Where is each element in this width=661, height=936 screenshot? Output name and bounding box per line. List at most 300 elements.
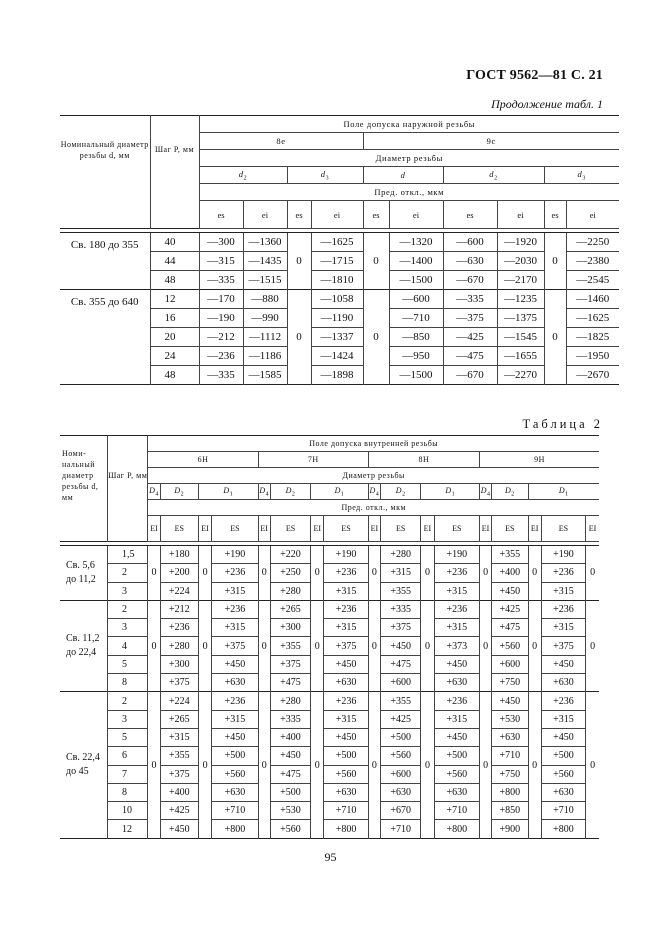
value-cell: +450	[270, 747, 310, 765]
value-cell: —1186	[243, 347, 287, 366]
value-cell: +600	[380, 674, 420, 692]
table-row	[60, 783, 599, 801]
value-cell: +560	[380, 747, 420, 765]
value-cell: +450	[541, 655, 585, 673]
value-cell: —1058	[311, 290, 363, 309]
value-cell: +560	[270, 820, 310, 838]
value-cell: +236	[541, 692, 585, 710]
diam-d2: $d_2$	[199, 167, 287, 184]
value-cell: —1320	[389, 233, 443, 252]
pitch-cell: 10	[108, 802, 148, 820]
value-cell: —1424	[311, 347, 363, 366]
zero-cell: 0	[148, 600, 160, 691]
tolerance-field-header: Поле допуска наружной резьбы	[199, 116, 619, 133]
value-cell: +630	[492, 728, 528, 746]
value-cell: —1112	[243, 328, 287, 347]
diam-d3: $d_3$	[544, 167, 619, 184]
diameter-range: Св. 355 до 640	[60, 290, 150, 385]
dev-col: es	[287, 201, 311, 229]
diameter-range: Св. 11,2 до 22,4	[60, 600, 108, 691]
zero-cell: 0	[421, 692, 434, 838]
table-row	[60, 546, 599, 564]
value-cell: +450	[212, 728, 259, 746]
value-cell: —212	[199, 328, 243, 347]
value-cell: +400	[270, 728, 310, 746]
deviation-header: Пред. откл., мкм	[199, 184, 619, 201]
page-number: 95	[324, 850, 337, 864]
pitch-header: Шаг P, мм	[150, 116, 199, 184]
value-cell: —335	[199, 366, 243, 385]
dev-col: ES	[324, 516, 368, 542]
value-cell: +475	[270, 765, 310, 783]
dev-col: EI	[421, 516, 434, 542]
value-cell: +236	[212, 600, 259, 618]
dev-col: ES	[212, 516, 259, 542]
value-cell: +236	[324, 564, 368, 582]
value-cell: +236	[434, 692, 479, 710]
value-cell: +375	[160, 765, 198, 783]
zero-cell: 0	[421, 600, 434, 691]
pitch-cell: 8	[108, 783, 148, 801]
diam-d2: $D_2$	[492, 484, 528, 500]
value-cell: +180	[160, 546, 198, 564]
value-cell: +530	[270, 802, 310, 820]
value-cell: +315	[324, 619, 368, 637]
dev-col: es	[363, 201, 389, 229]
value-cell: +710	[380, 820, 420, 838]
value-cell: +630	[324, 783, 368, 801]
zero-cell: 0	[363, 233, 389, 290]
dev-col: EI	[148, 516, 160, 542]
value-cell: +236	[160, 619, 198, 637]
zero-cell: 0	[311, 546, 324, 601]
value-cell: +630	[541, 783, 585, 801]
value-cell: +355	[492, 546, 528, 564]
value-cell: —2170	[497, 271, 544, 290]
value-cell: +425	[160, 802, 198, 820]
dev-col: EI	[368, 516, 380, 542]
zero-cell: 0	[544, 233, 566, 290]
value-cell: —1337	[311, 328, 363, 347]
value-cell: +315	[541, 710, 585, 728]
value-cell: +425	[492, 600, 528, 618]
value-cell: —1500	[389, 271, 443, 290]
value-cell: —990	[243, 309, 287, 328]
value-cell: —335	[443, 290, 497, 309]
zero-cell: 0	[528, 692, 541, 838]
value-cell: +500	[541, 747, 585, 765]
dev-col: ES	[160, 516, 198, 542]
diam-d4: $D_4$	[148, 484, 160, 500]
dev-col: EI	[311, 516, 324, 542]
value-cell: +250	[270, 564, 310, 582]
pitch-cell: 2	[108, 564, 148, 582]
value-cell: +280	[160, 637, 198, 655]
table-row	[60, 728, 599, 746]
zero-cell: 0	[528, 546, 541, 601]
value-cell: —1715	[311, 252, 363, 271]
dev-col: ei	[389, 201, 443, 229]
zero-cell: 0	[586, 546, 599, 601]
value-cell: +280	[270, 692, 310, 710]
value-cell: +300	[160, 655, 198, 673]
pitch-cell: 3	[108, 582, 148, 600]
pitch-cell: 5	[108, 728, 148, 746]
table-row	[60, 747, 599, 765]
value-cell: +280	[270, 582, 310, 600]
pitch-cell: 4	[108, 637, 148, 655]
value-cell: —335	[199, 271, 243, 290]
diam-d2: $D_2$	[380, 484, 420, 500]
value-cell: —1810	[311, 271, 363, 290]
value-cell: +190	[212, 546, 259, 564]
pitch-header: Шаг P, мм	[108, 436, 148, 516]
table-2	[60, 435, 599, 839]
value-cell: +200	[160, 564, 198, 582]
value-cell: —1360	[243, 233, 287, 252]
value-cell: +236	[324, 600, 368, 618]
value-cell: +560	[492, 637, 528, 655]
deviation-header: Пред. откл., мкм	[148, 500, 599, 516]
value-cell: +400	[160, 783, 198, 801]
value-cell: +236	[324, 692, 368, 710]
zero-cell: 0	[199, 692, 212, 838]
table-row	[60, 674, 599, 692]
value-cell: +630	[541, 674, 585, 692]
value-cell: +800	[492, 783, 528, 801]
zero-cell: 0	[258, 600, 270, 691]
value-cell: +315	[212, 710, 259, 728]
table-row	[60, 765, 599, 783]
value-cell: +315	[380, 564, 420, 582]
value-cell: +900	[492, 820, 528, 838]
dev-col: ES	[270, 516, 310, 542]
value-cell: +710	[492, 747, 528, 765]
value-cell: —950	[389, 347, 443, 366]
value-cell: +335	[380, 600, 420, 618]
value-cell: +220	[270, 546, 310, 564]
value-cell: —425	[443, 328, 497, 347]
table-row	[60, 582, 599, 600]
table-row	[60, 564, 599, 582]
value-cell: +450	[492, 692, 528, 710]
pitch-cell: 40	[150, 233, 199, 252]
zero-cell: 0	[311, 692, 324, 838]
value-cell: +335	[270, 710, 310, 728]
zero-cell: 0	[363, 290, 389, 385]
diam-d2: $D_2$	[270, 484, 310, 500]
value-cell: +236	[434, 564, 479, 582]
dev-col: EI	[528, 516, 541, 542]
value-cell: +450	[541, 728, 585, 746]
value-cell: +800	[434, 820, 479, 838]
value-cell: +236	[212, 564, 259, 582]
value-cell: +600	[492, 655, 528, 673]
value-cell: +315	[434, 582, 479, 600]
value-cell: +315	[541, 619, 585, 637]
pitch-cell: 44	[150, 252, 199, 271]
zero-cell: 0	[480, 600, 492, 691]
nominal-diameter-header: Номинальный диаметр резьбы d, мм	[60, 139, 149, 160]
value-cell: +236	[212, 692, 259, 710]
zero-cell: 0	[311, 600, 324, 691]
value-cell: +630	[212, 783, 259, 801]
zero-cell: 0	[287, 290, 311, 385]
value-cell: —1400	[389, 252, 443, 271]
value-cell: —1898	[311, 366, 363, 385]
value-cell: +475	[270, 674, 310, 692]
zero-cell: 0	[586, 600, 599, 691]
value-cell: —236	[199, 347, 243, 366]
pitch-cell: 48	[150, 271, 199, 290]
dev-col: es	[199, 201, 243, 229]
zero-cell: 0	[544, 290, 566, 385]
value-cell: +375	[212, 637, 259, 655]
value-cell: +265	[270, 600, 310, 618]
table-row	[60, 637, 599, 655]
zero-cell: 0	[368, 692, 380, 838]
table-row	[60, 233, 619, 252]
pitch-cell: 8	[108, 674, 148, 692]
zero-cell: 0	[258, 692, 270, 838]
value-cell: +450	[324, 728, 368, 746]
zero-cell: 0	[199, 600, 212, 691]
table-row	[60, 290, 619, 309]
dev-col: ES	[541, 516, 585, 542]
zero-cell: 0	[258, 546, 270, 601]
zero-cell: 0	[199, 546, 212, 601]
value-cell: —1655	[497, 347, 544, 366]
value-cell: —170	[199, 290, 243, 309]
value-cell: +710	[541, 802, 585, 820]
diam-d4: $D_4$	[480, 484, 492, 500]
value-cell: —1625	[311, 233, 363, 252]
value-cell: +355	[270, 637, 310, 655]
value-cell: +224	[160, 692, 198, 710]
value-cell: —375	[443, 309, 497, 328]
value-cell: +560	[324, 765, 368, 783]
value-cell: +375	[270, 655, 310, 673]
value-cell: —1585	[243, 366, 287, 385]
value-cell: +500	[380, 728, 420, 746]
table-row	[60, 692, 599, 710]
pitch-cell: 12	[150, 290, 199, 309]
value-cell: —710	[389, 309, 443, 328]
pitch-cell: 16	[150, 309, 199, 328]
value-cell: +450	[380, 637, 420, 655]
value-cell: +190	[434, 546, 479, 564]
value-cell: +236	[541, 600, 585, 618]
value-cell: —1500	[389, 366, 443, 385]
pitch-cell: 6	[108, 747, 148, 765]
dev-col: ES	[434, 516, 479, 542]
value-cell: —1190	[311, 309, 363, 328]
pitch-cell: 48	[150, 366, 199, 385]
dev-col: es	[443, 201, 497, 229]
dev-col: es	[544, 201, 566, 229]
value-cell: +450	[434, 728, 479, 746]
value-cell: +355	[380, 692, 420, 710]
value-cell: +190	[541, 546, 585, 564]
value-cell: +300	[270, 619, 310, 637]
nominal-diameter-header: Номи-нальный диаметр резьбы d, мм	[62, 449, 99, 503]
zero-cell: 0	[480, 692, 492, 838]
value-cell: +355	[380, 582, 420, 600]
table-row	[60, 802, 599, 820]
diameter-range: Св. 22,4 до 45	[60, 692, 108, 838]
field-6H: 6H	[148, 452, 258, 468]
zero-cell: 0	[287, 233, 311, 290]
dev-col: ei	[566, 201, 619, 229]
value-cell: +560	[212, 765, 259, 783]
value-cell: +190	[324, 546, 368, 564]
diam-d1: $D_1$	[528, 484, 599, 500]
value-cell: +375	[380, 619, 420, 637]
value-cell: +710	[434, 802, 479, 820]
tolerance-field-header: Поле допуска внутренней резьбы	[148, 436, 599, 452]
value-cell: —1950	[566, 347, 619, 366]
field-8e: 8e	[199, 133, 363, 150]
table-row	[60, 619, 599, 637]
value-cell: +530	[492, 710, 528, 728]
value-cell: +450	[212, 655, 259, 673]
value-cell: +600	[380, 765, 420, 783]
value-cell: +630	[380, 783, 420, 801]
value-cell: —300	[199, 233, 243, 252]
value-cell: +630	[324, 674, 368, 692]
diam-d2: $D_2$	[160, 484, 198, 500]
value-cell: +315	[541, 582, 585, 600]
field-7H: 7H	[258, 452, 368, 468]
value-cell: +375	[541, 637, 585, 655]
pitch-cell: 2	[108, 692, 148, 710]
value-cell: +280	[380, 546, 420, 564]
value-cell: —190	[199, 309, 243, 328]
value-cell: +630	[434, 674, 479, 692]
zero-cell: 0	[528, 600, 541, 691]
pitch-cell: 2	[108, 600, 148, 618]
value-cell: +315	[212, 619, 259, 637]
value-cell: +500	[434, 747, 479, 765]
value-cell: —850	[389, 328, 443, 347]
table-row	[60, 820, 599, 838]
pitch-cell: 12	[108, 820, 148, 838]
pitch-cell: 20	[150, 328, 199, 347]
value-cell: +315	[434, 710, 479, 728]
value-cell: —2030	[497, 252, 544, 271]
value-cell: —600	[389, 290, 443, 309]
value-cell: +475	[492, 619, 528, 637]
value-cell: +500	[270, 783, 310, 801]
value-cell: —1825	[566, 328, 619, 347]
dev-col: ei	[497, 201, 544, 229]
value-cell: +750	[492, 674, 528, 692]
dev-col: EI	[258, 516, 270, 542]
value-cell: +670	[380, 802, 420, 820]
value-cell: +375	[324, 637, 368, 655]
value-cell: +236	[434, 600, 479, 618]
value-cell: +500	[324, 747, 368, 765]
diam-d4: $D_4$	[258, 484, 270, 500]
value-cell: +315	[324, 710, 368, 728]
value-cell: +500	[212, 747, 259, 765]
value-cell: +375	[160, 674, 198, 692]
table-2-caption: Таблица 2	[522, 417, 603, 431]
dev-col: ES	[380, 516, 420, 542]
value-cell: +560	[434, 765, 479, 783]
dev-col: ei	[243, 201, 287, 229]
pitch-cell: 5	[108, 655, 148, 673]
pitch-cell: 7	[108, 765, 148, 783]
value-cell: —1625	[566, 309, 619, 328]
diameter-header: Диаметр резьбы	[199, 150, 619, 167]
zero-cell: 0	[368, 600, 380, 691]
value-cell: +450	[160, 820, 198, 838]
value-cell: +560	[541, 765, 585, 783]
value-cell: —2545	[566, 271, 619, 290]
field-9H: 9H	[480, 452, 599, 468]
value-cell: —475	[443, 347, 497, 366]
value-cell: +425	[380, 710, 420, 728]
value-cell: +750	[492, 765, 528, 783]
diam-d3: $d_3$	[287, 167, 363, 184]
value-cell: +236	[541, 564, 585, 582]
value-cell: +224	[160, 582, 198, 600]
table-row	[60, 710, 599, 728]
value-cell: +373	[434, 637, 479, 655]
value-cell: +450	[492, 582, 528, 600]
value-cell: —1375	[497, 309, 544, 328]
value-cell: +710	[324, 802, 368, 820]
diam-d1: $D_1$	[311, 484, 369, 500]
zero-cell: 0	[421, 546, 434, 601]
value-cell: —1515	[243, 271, 287, 290]
value-cell: +450	[434, 655, 479, 673]
table-row	[60, 655, 599, 673]
value-cell: +315	[434, 619, 479, 637]
value-cell: +315	[160, 728, 198, 746]
diameter-range: Св. 5,6 до 11,2	[66, 559, 96, 585]
value-cell: +800	[212, 820, 259, 838]
value-cell: —2270	[497, 366, 544, 385]
value-cell: —1235	[497, 290, 544, 309]
value-cell: —630	[443, 252, 497, 271]
zero-cell: 0	[586, 692, 599, 838]
value-cell: +212	[160, 600, 198, 618]
table-continuation-label: Продолжение табл. 1	[491, 97, 603, 111]
dev-col: ES	[492, 516, 528, 542]
diam-d4: $D_4$	[368, 484, 380, 500]
value-cell: —880	[243, 290, 287, 309]
value-cell: +630	[212, 674, 259, 692]
zero-cell: 0	[480, 546, 492, 601]
value-cell: —1920	[497, 233, 544, 252]
diam-d1: $D_1$	[199, 484, 259, 500]
diam-d1: $D_1$	[421, 484, 480, 500]
value-cell: +800	[324, 820, 368, 838]
value-cell: —1545	[497, 328, 544, 347]
value-cell: +630	[434, 783, 479, 801]
dev-col: EI	[480, 516, 492, 542]
zero-cell: 0	[368, 546, 380, 601]
value-cell: +315	[324, 582, 368, 600]
table-row	[60, 600, 599, 618]
zero-cell: 0	[148, 546, 160, 601]
field-9c: 9c	[363, 133, 619, 150]
value-cell: +710	[212, 802, 259, 820]
value-cell: +450	[324, 655, 368, 673]
page-header: ГОСТ 9562—81 С. 21	[466, 68, 603, 83]
